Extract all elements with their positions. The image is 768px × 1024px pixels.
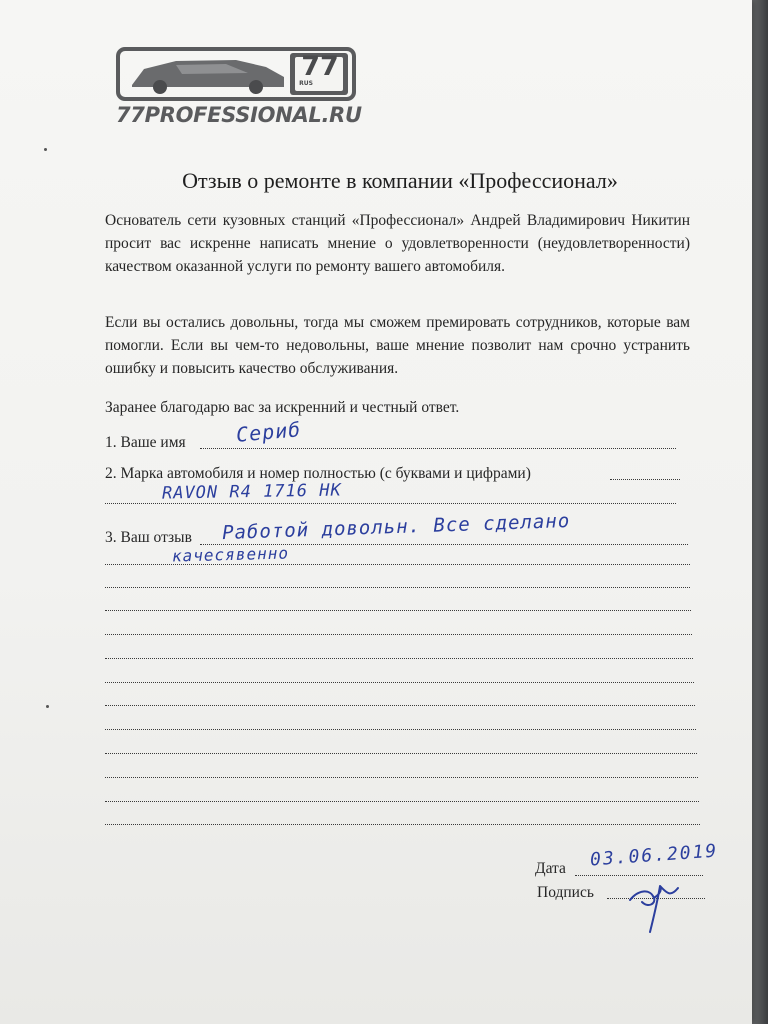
review-line	[105, 705, 695, 706]
review-line	[105, 801, 699, 802]
company-logo	[116, 47, 362, 137]
handwritten-review-line-2: качесявенно	[171, 543, 290, 566]
logo-badge-number: 77	[301, 51, 339, 82]
review-line	[105, 753, 697, 754]
incentive-paragraph: Если вы остались довольны, тогда мы сможем премировать сотрудников, которые вам помогли. Если вы чем-то недовольны, ваше мнение позволит нам срочно устранить ошибку и повысить качество обслуживания.	[105, 314, 690, 377]
logo-website: 77PROFESSIONAL.RU	[116, 103, 362, 127]
page-title: Отзыв о ремонте в компании «Профессионал»	[182, 168, 618, 193]
paper-speck	[46, 705, 49, 708]
date-label: Дата	[535, 860, 566, 877]
car-field-line	[105, 503, 676, 504]
handwritten-date: 03.06.2019	[589, 840, 719, 871]
car-field-line-end	[610, 479, 680, 480]
name-field-line	[200, 448, 676, 449]
review-line	[105, 682, 694, 683]
car-field-label: 2. Марка автомобиля и номер полностью (с буквами и цифрами)	[105, 465, 531, 482]
review-line	[105, 587, 690, 588]
handwritten-car: RAVON R4 1716 HK	[161, 480, 342, 504]
thanks-line: Заранее благодарю вас за искренний и честный ответ.	[105, 399, 460, 416]
signature-label: Подпись	[537, 884, 594, 901]
intro-paragraph: Основатель сети кузовных станций «Профессионал» Андрей Владимирович Никитин просит вас искренне написать мнение о удовлетворенности (неудовлетворенности) качеством оказанной услуги по ремонту вашего автомобиля.	[105, 212, 690, 275]
handwritten-review-line-1: Работой довольн. Все сделано	[221, 509, 571, 545]
handwritten-signature	[620, 868, 690, 938]
paper-speck	[44, 148, 47, 151]
review-line	[105, 824, 700, 825]
review-line	[105, 658, 693, 659]
review-line	[105, 777, 698, 778]
handwritten-name: Сериб	[235, 417, 303, 447]
review-line	[105, 634, 692, 635]
review-line	[105, 729, 696, 730]
review-line	[105, 610, 691, 611]
review-field-label: 3. Ваш отзыв	[105, 529, 192, 546]
name-field-label: 1. Ваше имя	[105, 434, 186, 451]
logo-badge-region: RUS	[299, 80, 313, 87]
